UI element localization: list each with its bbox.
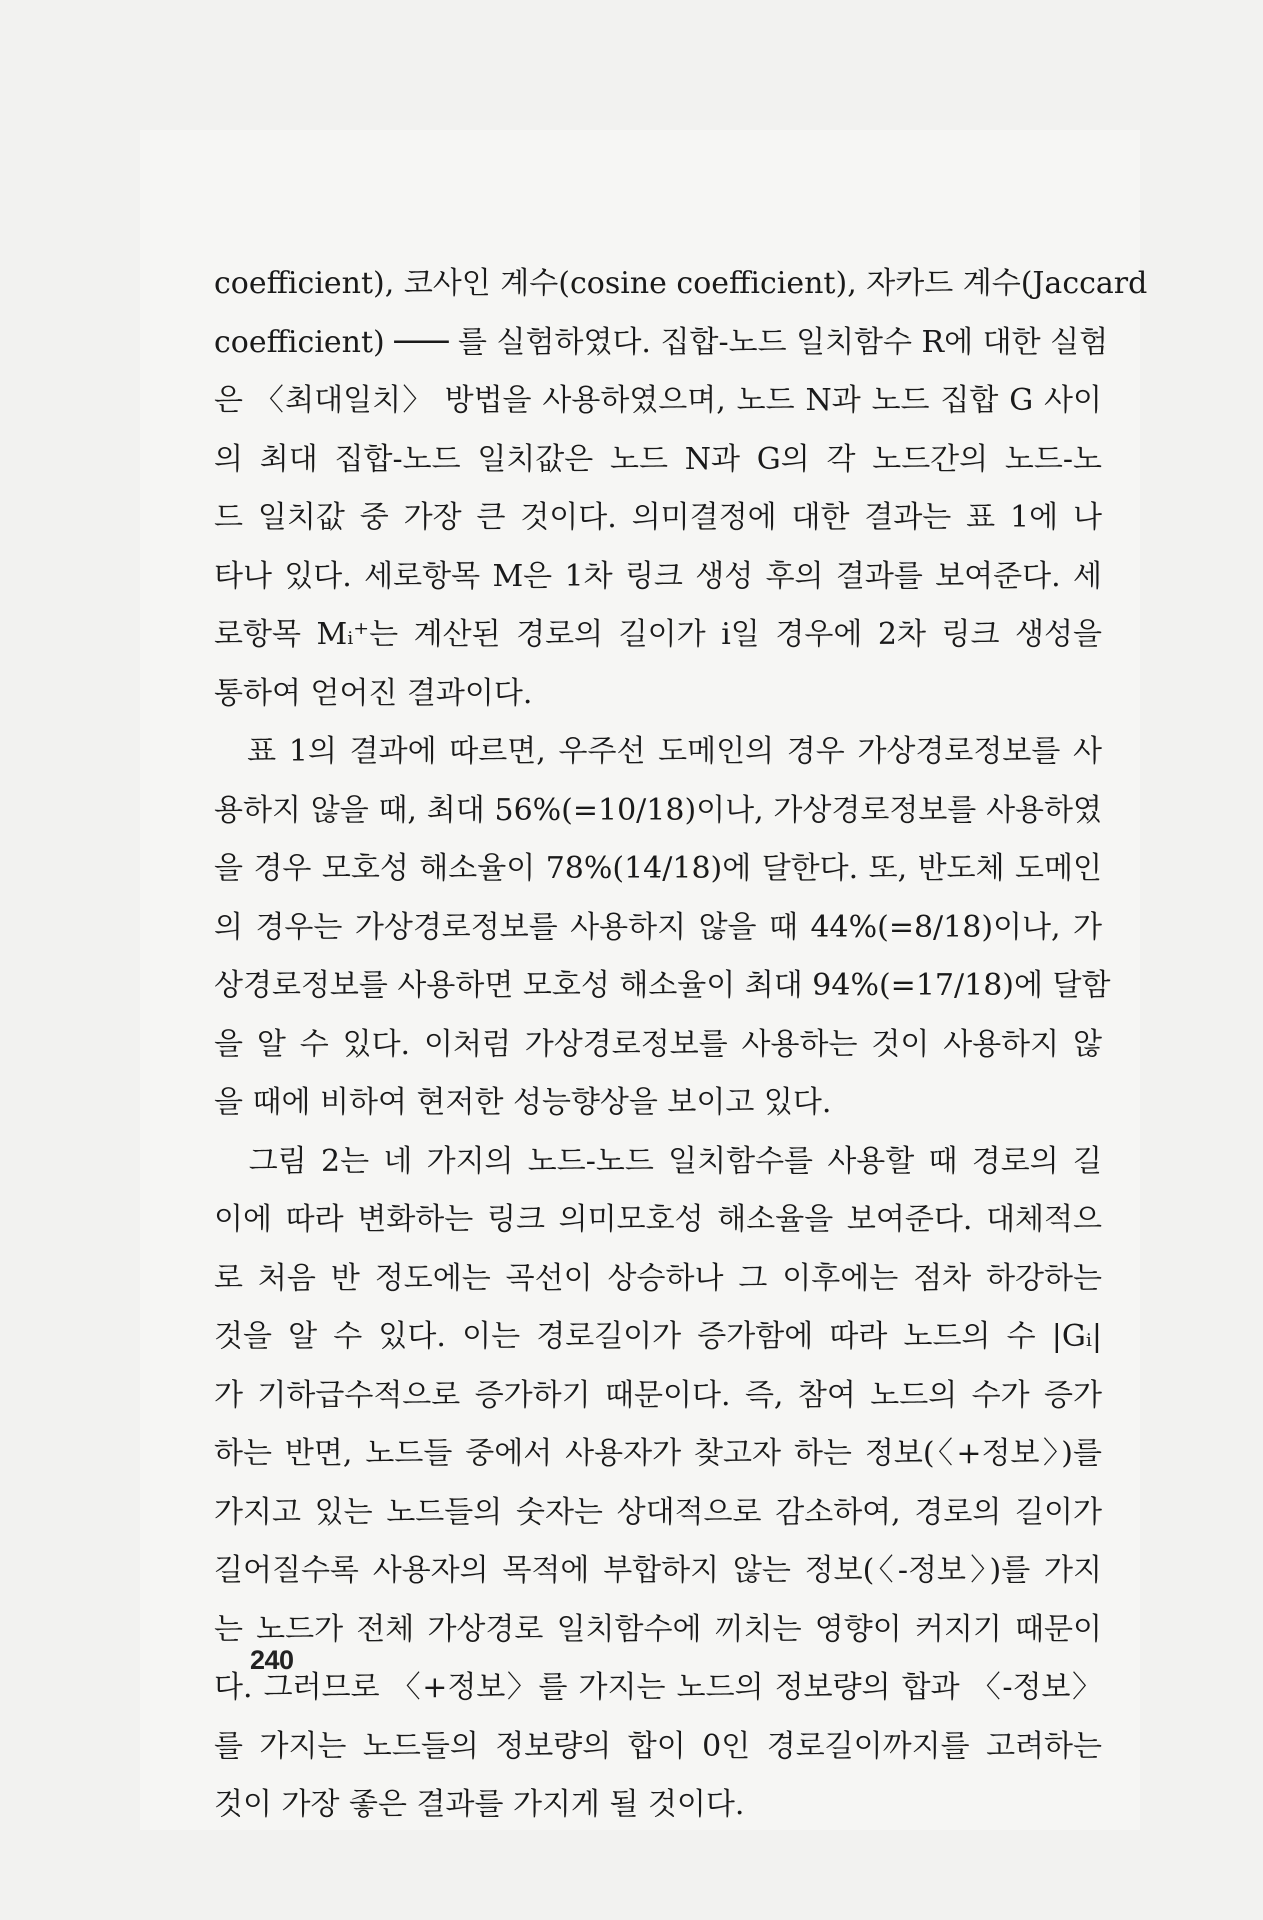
text-line: 타나 있다. 세로항목 M은 1차 링크 생성 후의 결과를 보여준다. 세 (214, 558, 1102, 594)
text-line: 상경로정보를 사용하면 모호성 해소율이 최대 94%(=17/18)에 달함 (214, 968, 1111, 1003)
text-line: 를 가지는 노드들의 정보량의 합이 0인 경로길이까지를 고려하는 (214, 1728, 1102, 1764)
text-line: 로 처음 반 정도에는 곡선이 상승하나 그 이후에는 점차 하강하는 (214, 1260, 1102, 1296)
text-line: 이에 따라 변화하는 링크 의미모호성 해소율을 보여준다. 대체적으 (214, 1202, 1102, 1237)
text-line: 로항목 Mᵢ⁺는 계산된 경로의 길이가 i일 경우에 2차 링크 생성을 (214, 617, 1102, 652)
text-line: 드 일치값 중 가장 큰 것이다. 의미결정에 대한 결과는 표 1에 나 (214, 500, 1102, 535)
text-line: 길어질수록 사용자의 목적에 부합하지 않는 정보(〈-정보〉)를 가지 (214, 1553, 1102, 1588)
text-line: 을 경우 모호성 해소율이 78%(14/18)에 달한다. 또, 반도체 도메인 (214, 851, 1102, 886)
text-line: 것이 가장 좋은 결과를 가지게 될 것이다. (214, 1787, 745, 1822)
text-line: 의 경우는 가상경로정보를 사용하지 않을 때 44%(=8/18)이나, 가 (214, 909, 1102, 945)
text-line: 하는 반면, 노드들 중에서 사용자가 찾고자 하는 정보(〈+정보〉)를 (214, 1436, 1102, 1471)
text-line: 은 〈최대일치〉 방법을 사용하였으며, 노드 N과 노드 집합 G 사이 (214, 383, 1102, 418)
text-line: 그림 2는 네 가지의 노드-노드 일치함수를 사용할 때 경로의 길 (214, 1143, 1102, 1179)
text-line: 을 때에 비하여 현저한 성능향상을 보이고 있다. (214, 1085, 832, 1120)
page-number: 240 (250, 1645, 294, 1675)
text-line: 통하여 얻어진 결과이다. (214, 675, 533, 711)
text-line: 용하지 않을 때, 최대 56%(=10/18)이나, 가상경로정보를 사용하였 (214, 792, 1102, 828)
text-line: 다. 그러므로 〈+정보〉를 가지는 노드의 정보량의 합과 〈-정보〉 (214, 1670, 1102, 1705)
body-text (214, 255, 1148, 1835)
text-line: 는 노드가 전체 가상경로 일치함수에 끼치는 영향이 커지기 때문이 (214, 1611, 1102, 1647)
text-line: 의 최대 집합-노드 일치값은 노드 N과 G의 각 노드간의 노드-노 (214, 441, 1102, 477)
text-line: 을 알 수 있다. 이처럼 가상경로정보를 사용하는 것이 사용하지 않 (214, 1026, 1102, 1062)
text-line: 것을 알 수 있다. 이는 경로길이가 증가함에 따라 노드의 수 |Gᵢ| (214, 1319, 1102, 1354)
text-line: 표 1의 결과에 따르면, 우주선 도메인의 경우 가상경로정보를 사 (214, 734, 1102, 769)
text-line: 가 기하급수적으로 증가하기 때문이다. 즉, 참여 노드의 수가 증가 (214, 1377, 1102, 1413)
text-line: 가지고 있는 노드들의 숫자는 상대적으로 감소하여, 경로의 길이가 (214, 1494, 1102, 1530)
text-line: coefficient) ─── 를 실험하였다. 집합-노드 일치함수 R에 대한 실험 (214, 324, 1109, 360)
text-line: coefficient), 코사인 계수(cosine coefficient), 자카드 계수(Jaccard (214, 266, 1148, 301)
